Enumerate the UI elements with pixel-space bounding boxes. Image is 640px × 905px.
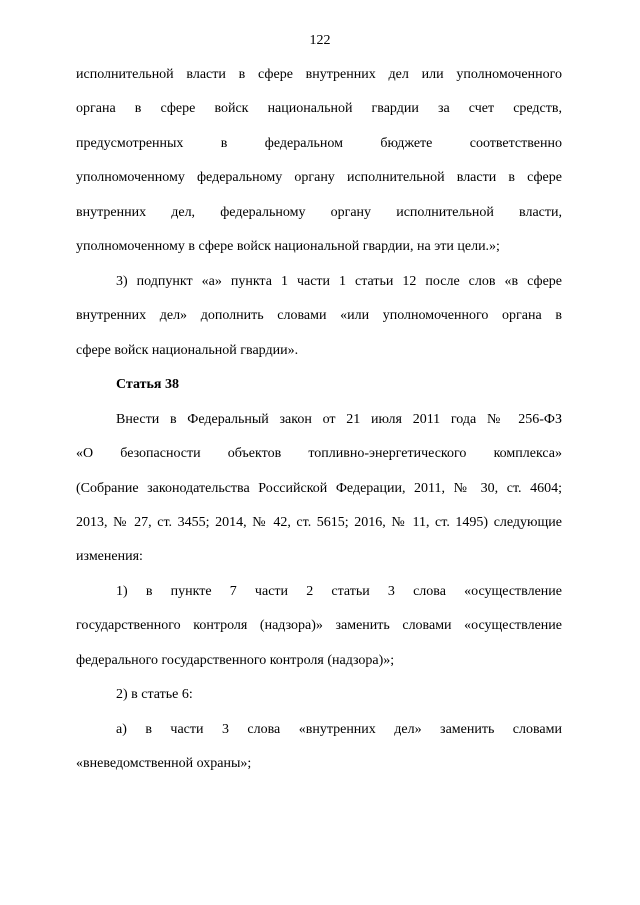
text-line: (Собрание законодательства Российской Федерации, 2011, № 30, ст. 4604; [76, 481, 562, 496]
text-line: внутренних дел» дополнить словами «или уполномоченного органа в [76, 308, 562, 323]
text-line: уполномоченному в сфере войск национальной гвардии, на эти цели.»; [76, 239, 500, 254]
article-heading: Статья 38 [116, 377, 179, 392]
text-line: «О безопасности объектов топливно-энергетического комплекса» [76, 446, 562, 461]
text-line: сфере войск национальной гвардии». [76, 343, 299, 358]
paragraph-start: Внести в Федеральный закон от 21 июля 2011 года № 256-ФЗ [116, 412, 562, 427]
paragraph-start: 3) подпункт «а» пункта 1 части 1 статьи 12 после слов «в сфере [116, 274, 562, 289]
text-line: органа в сфере войск национальной гвардии за счет средств, [76, 101, 562, 116]
text-line: 2013, № 27, ст. 3455; 2014, № 42, ст. 5615; 2016, № 11, ст. 1495) следующие [76, 515, 562, 530]
text-line: исполнительной власти в сфере внутренних дел или уполномоченного [76, 67, 562, 82]
paragraph-start: 2) в статье 6: [116, 687, 193, 702]
page-number: 122 [309, 33, 331, 48]
paragraph-start: а) в части 3 слова «внутренних дел» заменить словами [116, 722, 562, 737]
text-line: уполномоченному федеральному органу исполнительной власти в сфере [76, 170, 562, 185]
text-line: «вневедомственной охраны»; [76, 756, 252, 771]
text-line: государственного контроля (надзора)» заменить словами «осуществление [76, 618, 562, 633]
text-line: федерального государственного контроля (надзора)»; [76, 653, 395, 668]
text-line: изменения: [76, 549, 143, 564]
paragraph-start: 1) в пункте 7 части 2 статьи 3 слова «осуществление [116, 584, 562, 599]
text-line: предусмотренных в федеральном бюджете соответственно [76, 136, 562, 151]
text-line: внутренних дел, федеральному органу исполнительной власти, [76, 205, 562, 220]
